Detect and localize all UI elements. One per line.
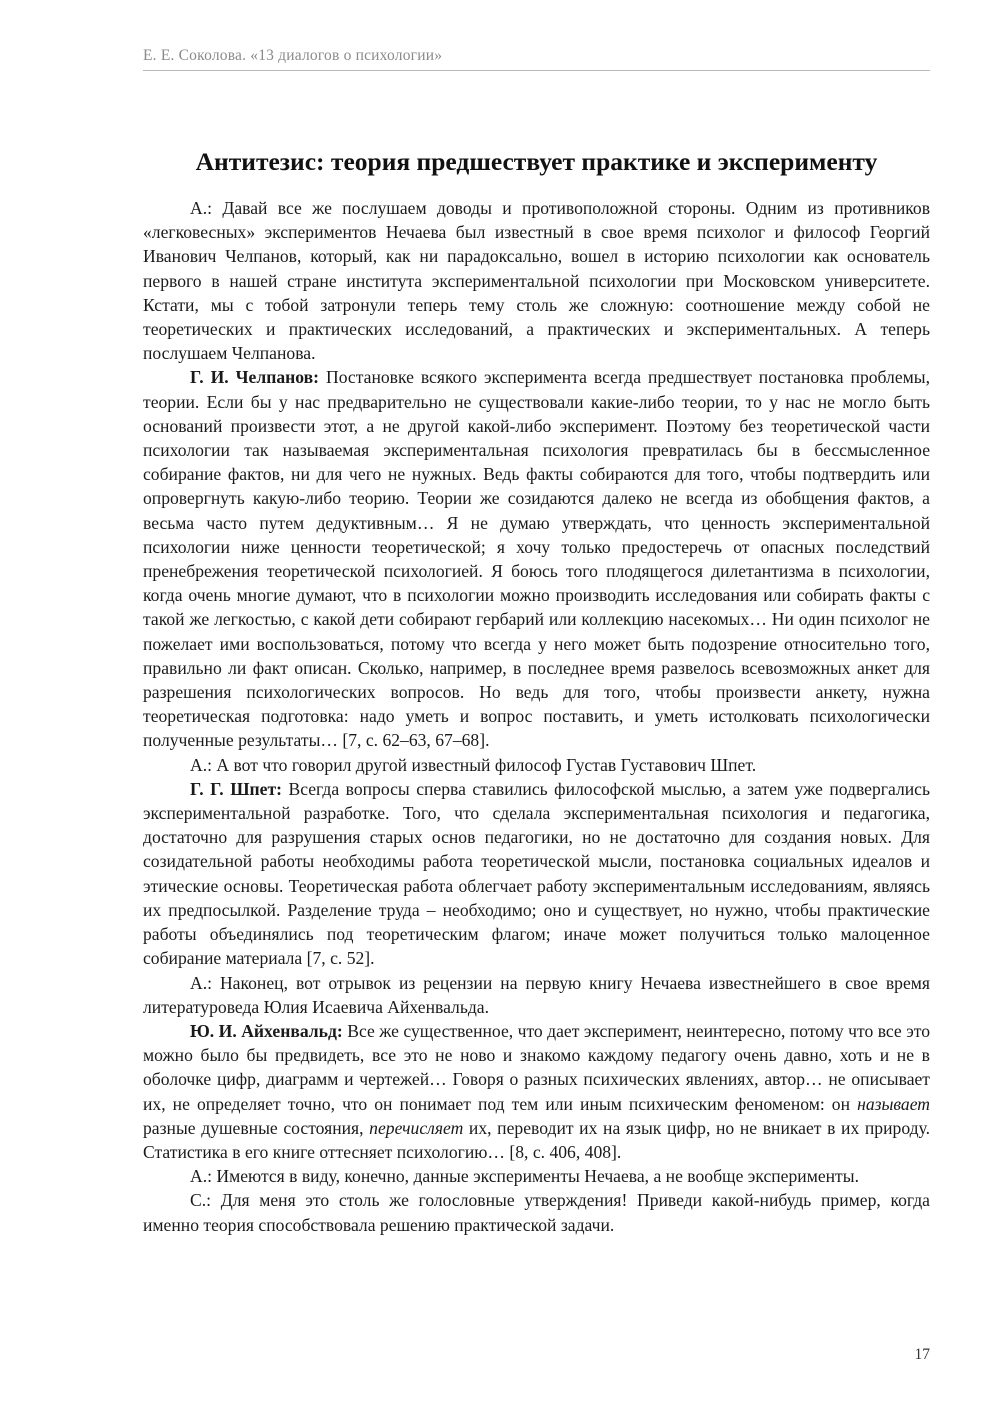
speaker-name: Г. Г. Шпет:: [190, 778, 282, 799]
paragraph-reader-reply: [143, 1188, 930, 1236]
quote-text: Всегда вопросы сперва ставились философской мыслью, а затем уже подвергались экспериментальной разработке. Того, что сделала экспериментальная психология и педагогика, достаточно для разрушения старых основ педагогики, но не достаточно для создания новых. Для созидательной работы необходимы работа теоретической мысли, постановка социальных идеалов и этические основы. Теоретическая работа облегчает работу экспериментальным исследованиям, являясь их предпосылкой. Разделение труда – необходимо; оно и существует, но нужно, чтобы практические работы объединялись под теоретическим флагом; иначе может получиться только малоценное собирание материала [7, с. 52].: [143, 778, 930, 969]
emphasis-text: перечисляет: [369, 1117, 464, 1138]
paragraph-author-comment: [143, 1164, 930, 1188]
paragraph-shpet-intro: [143, 753, 930, 777]
paragraph-aikhenvald-intro: [143, 971, 930, 1019]
paragraph-author-intro: [143, 196, 930, 365]
paragraph-text: А.: Имеются в виду, конечно, данные эксперименты Нечаева, а не вообще эксперименты.: [190, 1166, 859, 1187]
paragraph-text: А.: А вот что говорил другой известный философ Густав Густавович Шпет.: [190, 754, 757, 775]
paragraph-text: А.: Наконец, вот отрывок из рецензии на первую книгу Нечаева известнейшего в свое время литературоведа Юлия Исаевича Айхенвальда.: [143, 972, 930, 1017]
body-text: [143, 196, 930, 1237]
paragraph-text: А.: Давай все же послушаем доводы и противоположной стороны. Одним из противников «легковесных» экспериментов Нечаева был известный в свое время психолог и философ Георгий Иванович Челпанов, который, как ни парадоксально, вошел в историю психологии как основатель первого в нашей стране института экспериментальной психологии при Московском университете. Кстати, мы с тобой затронули теперь тему столь же сложную: соотношение между собой не теоретических и практических исследований, а практических и экспериментальных. А теперь послушаем Челпанова.: [143, 198, 930, 364]
quote-text: разные душевные состояния,: [143, 1117, 370, 1138]
quote-text: Постановке всякого эксперимента всегда предшествует постановка проблемы, теории. Если бы у нас предварительно не существовали какие-либо теории, то у нас не могло быть оснований произвести этот, а не другой какой-либо эксперимент. Поэтому без теоретической части психологии так называемая экспериментальная психология превратилась бы в бессмысленное собирание фактов, ни для чего не нужных. Ведь факты собираются для того, чтобы подтвердить или опровергнуть какую-либо теорию. Теории же созидаются далеко не всегда из обобщения фактов, а весьма часто путем дедуктивным… Я не думаю утверждать, что ценность экспериментальной психологии ниже ценности теоретической; я хочу только предостеречь от опасных последствий пренебрежения теоретической психологией. Я боюсь того плодящегося дилетантизма в психологии, когда очень многие думают, что в психологии можно производить исследования или собирать факты с такой же легкостью, с какой дети собирают гербарий или коллекцию насекомых… Ни один психолог не пожелает ими воспользоваться, потому что всегда у него может быть подозрение относительно того, правильно ли факт описан. Сколько, например, в последнее время развелось всевозможных анкет для разрешения психологических вопросов. Но ведь для того, чтобы произвести анкету, нужна теоретическая подготовка: надо уметь и вопрос поставить, и уметь истолковать психологически полученные результаты… [7, с. 62–63, 67–68].: [143, 367, 930, 751]
quote-shpet: [143, 777, 930, 971]
speaker-name: Г. И. Челпанов:: [190, 367, 320, 388]
header-divider: [143, 70, 930, 71]
speaker-name: Ю. И. Айхенвальд:: [190, 1020, 343, 1041]
running-header: Е. Е. Соколова. «13 диалогов о психологии»: [143, 47, 443, 64]
quote-aikhenvald: [143, 1019, 930, 1164]
quote-chelpanov: [143, 365, 930, 752]
paragraph-text: С.: Для меня это столь же голословные утверждения! Приведи какой-нибудь пример, когда именно теория способствовала решению практической задачи.: [143, 1190, 930, 1235]
page-number: 17: [914, 1346, 930, 1363]
section-title: Антитезис: теория предшествует практике и эксперименту: [195, 147, 878, 176]
quote-text: Все же существенное, что дает эксперимент, неинтересно, потому что все это можно было бы предвидеть, все это не ново и знакомо каждому педагогу очень давно, хоть и не в оболочке цифр, диаграмм и чертежей… Говоря о разных психических явлениях, автор… не описывает их, не определяет точно, что он понимает под тем или иным психическим феноменом: он: [143, 1020, 931, 1114]
emphasis-text: называет: [857, 1093, 930, 1114]
quote-text: их, переводит их на язык цифр, но не вникает в их природу. Статистика в его книге оттесняет психологию… [8, с. 406, 408].: [143, 1117, 930, 1162]
